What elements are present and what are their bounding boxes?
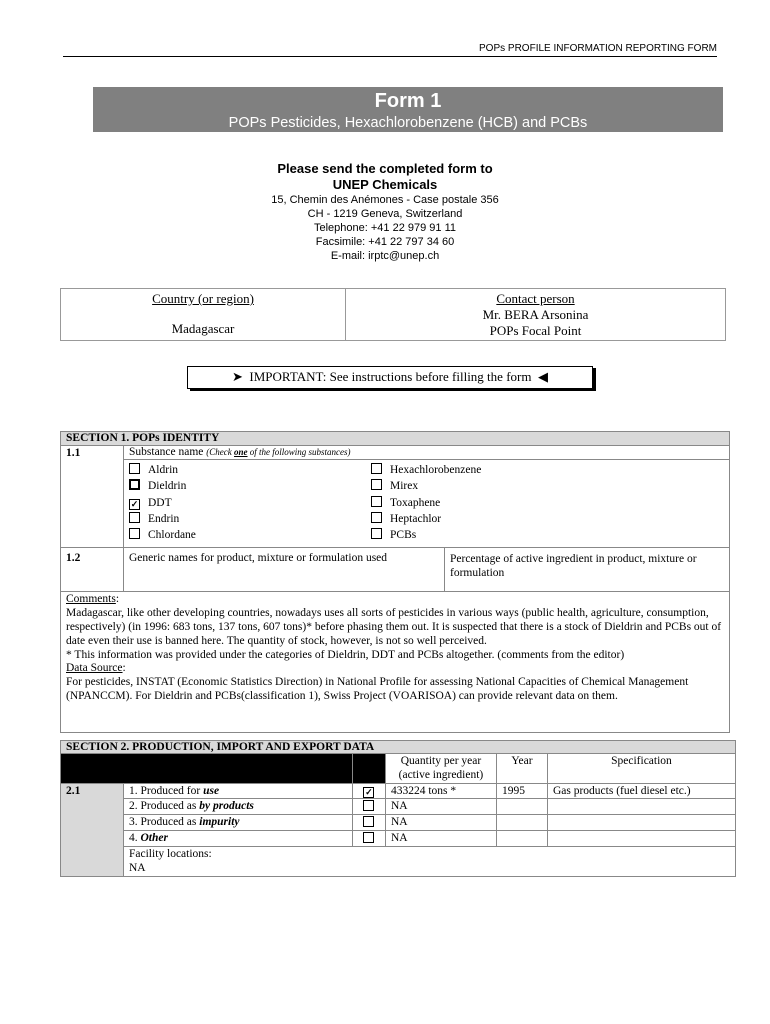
production-row-label xyxy=(124,831,353,847)
substance-label: Substance name xyxy=(129,446,204,458)
checkbox[interactable] xyxy=(371,512,382,523)
title-band xyxy=(93,87,723,132)
row-label-emphasis: use xyxy=(203,785,220,797)
email-line[interactable]: E-mail: irptc@unep.ch xyxy=(330,250,440,262)
production-row-label xyxy=(124,784,353,799)
address-line: 15, Chemin des Anémones - Case postale 356 xyxy=(271,194,499,206)
section1-heading: SECTION 1. POPs IDENTITY xyxy=(61,432,730,446)
row-label-emphasis: by products xyxy=(199,800,254,812)
arrow-left-icon: ◀ xyxy=(537,369,548,384)
year-header: Year xyxy=(496,754,547,784)
contact-table xyxy=(60,288,726,341)
checkbox[interactable] xyxy=(371,479,382,490)
checkbox[interactable] xyxy=(129,512,140,523)
substance-option-chlordane[interactable] xyxy=(129,527,371,543)
year-field[interactable]: 1995 xyxy=(496,784,547,799)
substance-option-mirex[interactable] xyxy=(371,478,481,494)
facility-locations-block xyxy=(124,847,736,877)
substance-list-right xyxy=(371,462,481,543)
substance-option-aldrin[interactable] xyxy=(129,462,371,478)
checkbox[interactable] xyxy=(371,463,382,474)
generic-names-field[interactable]: Generic names for product, mixture or formulation used xyxy=(124,548,445,592)
important-text: IMPORTANT: See instructions before filling the form xyxy=(249,369,532,384)
country-label: Country (or region) xyxy=(152,291,254,306)
row-number: 2.1 xyxy=(61,784,124,877)
option-label: Dieldrin xyxy=(148,480,187,493)
quantity-header: Quantity per year (active ingredient) xyxy=(385,754,496,784)
production-row-label xyxy=(124,815,353,831)
substance-option-dieldrin[interactable] xyxy=(129,478,371,494)
hint-text: of the following substances) xyxy=(247,447,351,457)
comments-text[interactable]: Madagascar, like other developing countries, nowadays uses all sorts of pesticides in various ways (public health, agriculture, consumption, respectively) (in 1996: 683 tons, 137 tons, 607 tons)* before phasing them out. It is suspected that there is a stock of Dieldrin and PCBs out of date even their use is banned here. The quantity of stock, however, is not so well perceived. xyxy=(66,607,722,647)
option-label: Mirex xyxy=(390,480,419,493)
option-label: Chlordane xyxy=(148,529,196,542)
row-checkbox-cell xyxy=(352,799,385,815)
form-subtitle: POPs Pesticides, Hexachlorobenzene (HCB) and PCBs xyxy=(228,115,588,131)
quantity-field[interactable]: NA xyxy=(385,799,496,815)
header-filler xyxy=(61,754,353,784)
row-checkbox-cell xyxy=(352,784,385,799)
specification-header: Specification xyxy=(547,754,735,784)
send-to-heading: Please send the completed form to xyxy=(277,161,493,176)
checkbox-checked[interactable]: ✓ xyxy=(365,787,373,797)
checkbox[interactable] xyxy=(363,832,374,843)
header-filler xyxy=(352,754,385,784)
important-banner xyxy=(187,366,593,389)
section2-table xyxy=(60,740,736,877)
substance-list-left xyxy=(129,462,371,543)
option-label: Aldrin xyxy=(148,464,179,476)
row-label: 4. xyxy=(129,832,141,844)
section1-table xyxy=(60,431,730,733)
quantity-field[interactable]: 433224 tons * xyxy=(385,784,496,799)
contact-person-role[interactable]: POPs Focal Point xyxy=(489,323,582,338)
comments-note: * This information was provided under the categories of Dieldrin, DDT and PCBs altogether. (comments from the editor) xyxy=(66,648,625,661)
option-label: Heptachlor xyxy=(390,512,442,525)
row-label: 2. Produced as xyxy=(129,800,200,812)
checkbox[interactable] xyxy=(363,800,374,811)
hint-text: (Check xyxy=(206,447,235,457)
quantity-field[interactable]: NA xyxy=(385,815,496,831)
checkbox[interactable] xyxy=(129,463,140,474)
row-label-emphasis: impurity xyxy=(199,816,240,828)
contact-person-label: Contact person xyxy=(496,291,575,306)
specification-field[interactable] xyxy=(547,815,735,831)
substance-option-ddt[interactable] xyxy=(129,495,371,511)
checkbox-checked[interactable]: ✓ xyxy=(130,498,139,509)
year-field[interactable] xyxy=(496,831,547,847)
datasource-label: Data Source xyxy=(66,662,123,675)
specification-field[interactable] xyxy=(547,831,735,847)
substance-option-hexachlorobenzene[interactable] xyxy=(371,462,481,478)
country-value[interactable]: Madagascar xyxy=(171,321,235,336)
row-label: 1. Produced for xyxy=(129,785,204,797)
country-cell xyxy=(61,289,346,341)
facility-value[interactable]: NA xyxy=(129,862,146,874)
substance-cell xyxy=(124,446,730,548)
option-label: Toxaphene xyxy=(390,496,441,509)
row-label-emphasis: Other xyxy=(140,832,168,844)
substance-option-toxaphene[interactable] xyxy=(371,495,481,511)
send-to-org: UNEP Chemicals xyxy=(332,177,438,192)
substance-option-pcbs[interactable] xyxy=(371,527,481,543)
checkbox[interactable] xyxy=(371,496,382,507)
fax-line: Facsimile: +41 22 797 34 60 xyxy=(315,236,455,248)
facility-label: Facility locations: xyxy=(129,848,212,860)
option-label: DDT xyxy=(148,496,172,509)
address-line: CH - 1219 Geneva, Switzerland xyxy=(307,208,463,220)
percentage-field[interactable]: Percentage of active ingredient in product, mixture or formulation xyxy=(445,548,730,592)
datasource-text[interactable]: For pesticides, INSTAT (Economic Statistics Direction) in National Profile for assessing National Capacities of Chemical Management (NPANCCM). For Dieldrin and PCBs(classification 1), Swiss Project (VOARISOA) can provide relevant data on them. xyxy=(66,676,689,703)
production-row-label xyxy=(124,799,353,815)
year-field[interactable] xyxy=(496,799,547,815)
row-number: 1.2 xyxy=(61,548,124,592)
year-field[interactable] xyxy=(496,815,547,831)
row-label: 3. Produced as xyxy=(129,816,200,828)
checkbox[interactable] xyxy=(129,528,140,539)
contact-person-name[interactable]: Mr. BERA Arsonina xyxy=(482,307,589,322)
substance-heading xyxy=(124,446,729,460)
send-to-block xyxy=(0,161,770,263)
option-label: Endrin xyxy=(148,512,180,525)
checkbox[interactable] xyxy=(129,479,140,490)
substance-option-heptachlor[interactable] xyxy=(371,511,481,527)
arrow-right-icon: ➤ xyxy=(232,369,243,384)
header-rule xyxy=(63,56,717,57)
comments-block: Comments: Madagascar, like other developing countries, nowadays uses all sorts of pesticides in various ways (public health, agriculture, consumption, respectively) (in 1996: 683 tons, 137 tons, 607 tons)* before phasing them out. It is suspected that there is a stock of Dieldrin and PCBs out of date even their use is banned here. The quantity of stock, however, is not so well perceived. * This information was provided under the categories of Dieldrin, DDT and PCBs altogether. (comments from the editor) Data Source: For pesticides, INSTAT (Economic Statistics Direction) in National Profile for assessing National Capacities of Chemical Management (NPANCCM). For Dieldrin and PCBs(classification 1), Swiss Project (VOARISOA) can provide relevant data on them. xyxy=(61,592,730,733)
hint-emphasis: one xyxy=(234,447,248,457)
specification-field[interactable]: Gas products (fuel diesel etc.) xyxy=(547,784,735,799)
checkbox[interactable] xyxy=(371,528,382,539)
row-checkbox-cell xyxy=(352,831,385,847)
checkbox[interactable] xyxy=(363,816,374,827)
contact-person-cell xyxy=(346,289,726,341)
form-title: Form 1 xyxy=(374,90,442,112)
row-number: 1.1 xyxy=(61,446,124,548)
option-label: Hexachlorobenzene xyxy=(390,464,482,476)
phone-line: Telephone: +41 22 979 91 11 xyxy=(313,222,456,234)
substance-option-endrin[interactable] xyxy=(129,511,371,527)
section2-heading: SECTION 2. PRODUCTION, IMPORT AND EXPORT DATA xyxy=(61,741,736,754)
option-label: PCBs xyxy=(390,529,417,542)
comments-label: Comments xyxy=(66,593,116,606)
specification-field[interactable] xyxy=(547,799,735,815)
running-header: POPs PROFILE INFORMATION REPORTING FORM xyxy=(479,43,717,54)
quantity-field[interactable]: NA xyxy=(385,831,496,847)
row-checkbox-cell xyxy=(352,815,385,831)
